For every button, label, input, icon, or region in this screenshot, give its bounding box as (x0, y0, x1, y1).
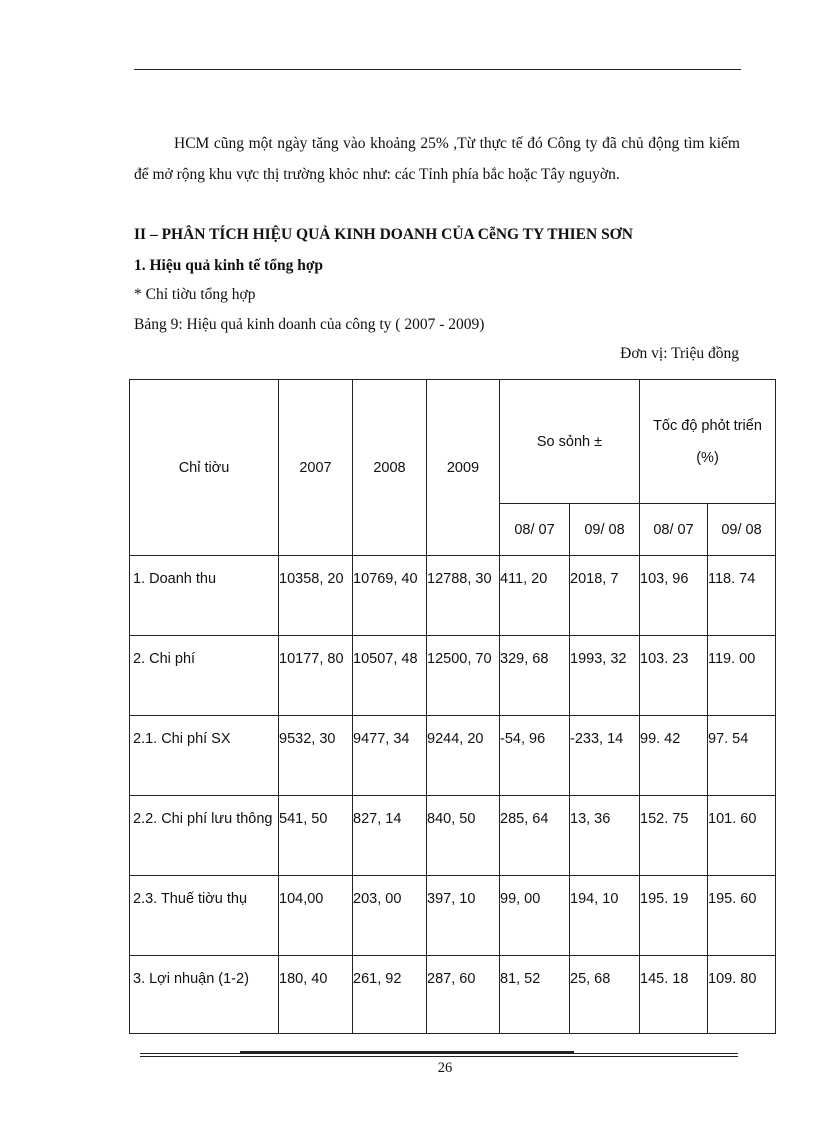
cell-compare-0908: 2018, 7 (570, 556, 640, 636)
cell-2008: 10769, 40 (353, 556, 427, 636)
header-2008: 2008 (353, 380, 427, 556)
row-label: 2.1. Chi phí SX (130, 716, 279, 796)
cell-2009: 287, 60 (427, 956, 500, 1034)
cell-compare-0807: 329, 68 (500, 636, 570, 716)
cell-growth-0807: 99. 42 (640, 716, 708, 796)
cell-2009: 9244, 20 (427, 716, 500, 796)
cell-2007: 10358, 20 (279, 556, 353, 636)
header-growth: Tốc độ phỏt triển (%) (640, 380, 776, 504)
row-label: 2.2. Chi phí lưu thông (130, 796, 279, 876)
body-paragraph: HCM cũng một ngày tăng vào khoảng 25% ,Từ thực tế đó Công ty đã chủ động tìm kiếm để mở rộng khu vực thị trường khỏc như: các Tỉnh phía bắc hoặc Tây nguyờn. (134, 135, 740, 183)
table-row (130, 636, 776, 716)
row-label: 3. Lợi nhuận (1-2) (130, 956, 279, 1034)
header-indicator: Chỉ tiờu (130, 380, 279, 556)
cell-growth-0908: 97. 54 (708, 716, 776, 796)
cell-growth-0908: 119. 00 (708, 636, 776, 716)
header-row (130, 380, 776, 504)
cell-compare-0908: 13, 36 (570, 796, 640, 876)
cell-2008: 203, 00 (353, 876, 427, 956)
header-2009: 2009 (427, 380, 500, 556)
row-label: 2.3. Thuế tiờu thụ (130, 876, 279, 956)
table-row (130, 956, 776, 1034)
table-row (130, 716, 776, 796)
cell-growth-0908: 195. 60 (708, 876, 776, 956)
cell-2009: 12788, 30 (427, 556, 500, 636)
cell-growth-0807: 195. 19 (640, 876, 708, 956)
cell-2007: 104,00 (279, 876, 353, 956)
page-number: 26 (437, 1060, 453, 1076)
cell-2009: 840, 50 (427, 796, 500, 876)
cell-2008: 827, 14 (353, 796, 427, 876)
cell-compare-0807: 411, 20 (500, 556, 570, 636)
footer-rule-second (140, 1056, 738, 1057)
cell-compare-0807: -54, 96 (500, 716, 570, 796)
cell-compare-0807: 99, 00 (500, 876, 570, 956)
cell-growth-0807: 103, 96 (640, 556, 708, 636)
unit-label: Đơn vị: Triệu đồng (620, 345, 739, 362)
table-row (130, 876, 776, 956)
bullet-text: * Chỉ tiờu tổng hợp (134, 286, 256, 303)
cell-growth-0807: 145. 18 (640, 956, 708, 1034)
cell-2008: 9477, 34 (353, 716, 427, 796)
cell-growth-0807: 103. 23 (640, 636, 708, 716)
subheader-growth-0908: 09/ 08 (708, 504, 776, 556)
header-2007: 2007 (279, 380, 353, 556)
cell-growth-0908: 118. 74 (708, 556, 776, 636)
section-heading: II – PHÂN TÍCH HIỆU QUẢ KINH DOANH CỦA CễNG TY THIEN SƠN (134, 226, 633, 243)
cell-compare-0807: 81, 52 (500, 956, 570, 1034)
subheader-growth-0807: 08/ 07 (640, 504, 708, 556)
table-row (130, 796, 776, 876)
cell-growth-0908: 109. 80 (708, 956, 776, 1034)
cell-growth-0807: 152. 75 (640, 796, 708, 876)
cell-2007: 10177, 80 (279, 636, 353, 716)
row-label: 2. Chi phí (130, 636, 279, 716)
cell-2008: 261, 92 (353, 956, 427, 1034)
footer-rule (140, 1053, 738, 1054)
table-caption: Bảng 9: Hiệu quả kinh doanh của công ty ( 2007 - 2009) (134, 316, 485, 333)
cell-compare-0807: 285, 64 (500, 796, 570, 876)
cell-2007: 541, 50 (279, 796, 353, 876)
cell-2008: 10507, 48 (353, 636, 427, 716)
cell-compare-0908: 194, 10 (570, 876, 640, 956)
cell-2007: 9532, 30 (279, 716, 353, 796)
subheading: 1. Hiệu quả kinh tế tổng hợp (134, 257, 324, 274)
header-compare: So sỏnh ± (500, 380, 640, 504)
header-rule (134, 69, 741, 70)
subheader-compare-0807: 08/ 07 (500, 504, 570, 556)
row-label: 1. Doanh thu (130, 556, 279, 636)
cell-2009: 397, 10 (427, 876, 500, 956)
efficiency-table (129, 379, 776, 1034)
cell-2009: 12500, 70 (427, 636, 500, 716)
cell-compare-0908: -233, 14 (570, 716, 640, 796)
cell-growth-0908: 101. 60 (708, 796, 776, 876)
subheader-compare-0908: 09/ 08 (570, 504, 640, 556)
cell-compare-0908: 25, 68 (570, 956, 640, 1034)
cell-2007: 180, 40 (279, 956, 353, 1034)
table-row (130, 556, 776, 636)
cell-compare-0908: 1993, 32 (570, 636, 640, 716)
